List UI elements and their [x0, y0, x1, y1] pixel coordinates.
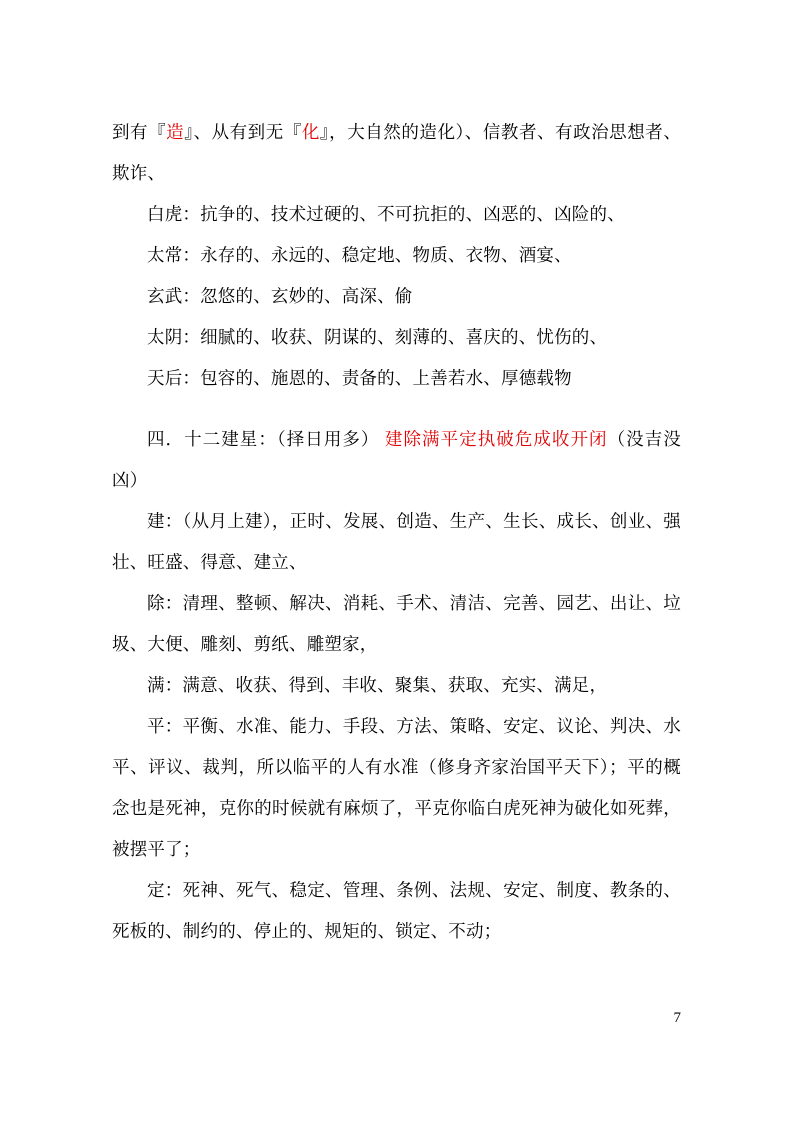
body-text: 太常：永存的、永远的、稳定地、物质、衣物、酒宴、 [147, 245, 572, 265]
highlighted-text: 造 [166, 122, 185, 142]
body-text: 满：满意、收获、得到、丰收、聚集、获取、充实、满足， [147, 675, 608, 695]
paragraph [112, 501, 681, 583]
paragraph [112, 870, 681, 952]
paragraph [112, 358, 681, 399]
document-body [112, 112, 681, 952]
paragraph [112, 317, 681, 358]
paragraph [112, 583, 681, 665]
paragraph [112, 112, 681, 194]
body-text: 』，大自然的造化）、信教者、有政治思想者、欺诈、 [112, 122, 682, 183]
body-text: 玄武：忽悠的、玄妙的、高深、偷 [147, 286, 413, 306]
body-text: 太阴：细腻的、收获、阴谋的、刻薄的、喜庆的、忧伤的、 [147, 327, 608, 347]
body-text: 天后：包容的、施恩的、责备的、上善若水、厚德载物 [147, 368, 572, 388]
paragraph [112, 706, 681, 870]
body-text: 平：平衡、水准、能力、手段、方法、策略、安定、议论、判决、水平、评议、裁判，所以临平的人有水准（修身齐家治国平天下）；平的概念也是死神，克你的时候就有麻烦了，平克你临白虎死神为破化如死葬，被摆平了； [112, 716, 681, 859]
paragraph [112, 235, 681, 276]
body-text: 除：清理、整顿、解决、消耗、手术、清洁、完善、园艺、出让、垃圾、大便、雕刻、剪纸、雕塑家， [112, 593, 681, 654]
paragraph [112, 665, 681, 706]
highlighted-text: 化 [301, 122, 320, 142]
body-text: 到有『 [112, 122, 167, 142]
page-number: 7 [673, 1010, 681, 1026]
body-text: 定：死神、死气、稳定、管理、条例、法规、安定、制度、教条的、死板的、制约的、停止的、规矩的、锁定、不动； [112, 880, 681, 941]
body-text: 』、从有到无『 [184, 122, 302, 142]
paragraph [112, 419, 681, 501]
paragraph [112, 194, 681, 235]
body-text: 建：（从月上建），正时、发展、创造、生产、生长、成长、创业、强壮、旺盛、得意、建立、 [112, 511, 681, 572]
body-text: 白虎：抗争的、技术过硬的、不可抗拒的、凶恶的、凶险的、 [147, 204, 625, 224]
paragraph [112, 276, 681, 317]
highlighted-text: 建除满平定执破危成收开闭 [384, 429, 608, 449]
body-text: 四．十二建星：（择日用多） [147, 429, 385, 449]
body-text: （没吉没凶） [112, 429, 681, 490]
paragraph-spacer [112, 399, 681, 419]
